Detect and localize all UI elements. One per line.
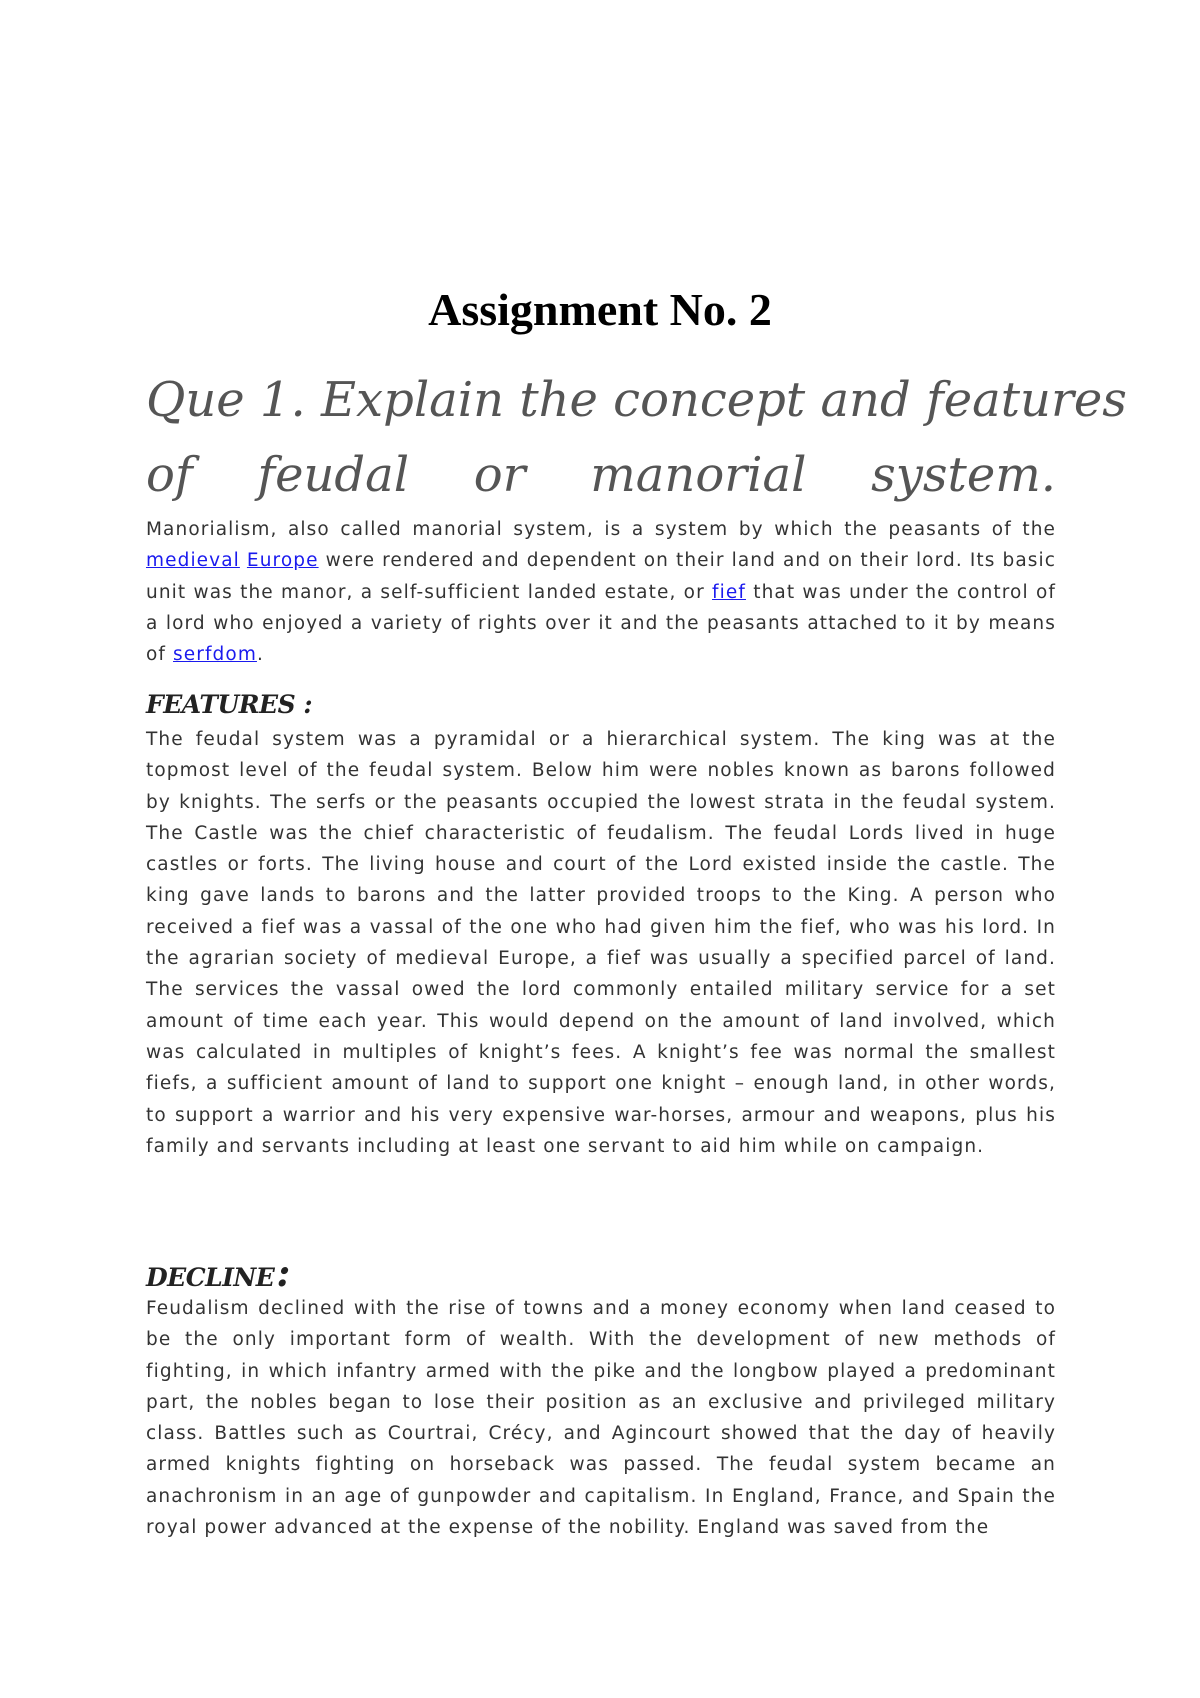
- decline-heading-text: DECLINE: [146, 1263, 275, 1292]
- link-fief[interactable]: fief: [712, 581, 746, 603]
- intro-text: were rendered and dependent on their land and on their lord. Its basic unit was the manor, a self-sufficient landed estate, or: [146, 550, 1056, 603]
- question-word: feudal: [257, 447, 410, 503]
- question-word: of: [146, 447, 193, 503]
- intro-text: Manorialism, also called manorial system, is a system by which the peasants of the: [146, 519, 1056, 540]
- decline-paragraph: Feudalism declined with the rise of towns and a money economy when land ceased to be the only important form of wealth. With the development of new methods of fighting, in which infantry armed with the pike and the longbow played a predominant part, the nobles began to lose their position as an exclusive and privileged military class. Battles such as Courtrai, Crécy, and Agincourt showed that the day of heavily armed knights fighting on horseback was passed. The feudal system became an anachronism in an age of gunpowder and capitalism. In England, France, and Spain the royal power advanced at the expense of the nobility. England was saved from the: [146, 1298, 1056, 1539]
- decline-heading-colon: :: [276, 1250, 290, 1295]
- link-europe[interactable]: Europe: [246, 550, 319, 572]
- intro-paragraph: [146, 514, 1056, 670]
- features-paragraph: The feudal system was a pyramidal or a hierarchical system. The king was at the topmost level of the feudal system. Below him were nobles known as barons followed by knights. The serfs or the peasants occupied the lowest strata in the feudal system. The Castle was the chief characteristic of feudalism. The feudal Lords lived in huge castles or forts. The living house and court of the Lord existed inside the castle. The king gave lands to barons and the latter provided troops to the King. A person who received a fief was a vassal of the one who had given him the fief, who was his lord. In the agrarian society of medieval Europe, a fief was usually a specified parcel of land. The services the vassal owed the lord commonly entailed military service for a set amount of time each year. This would depend on the amount of land involved, which was calculated in multiples of knight’s fees. A knight’s fee was normal the smallest fiefs, a sufficient amount of land to support one knight – enough land, in other words, to support a warrior and his very expensive war-horses, armour and weapons, plus his family and servants including at least one servant to aid him while on campaign.: [146, 729, 1056, 1157]
- question-word: manorial: [590, 447, 807, 503]
- link-serfdom[interactable]: serfdom: [173, 644, 257, 666]
- decline-heading: [146, 1250, 290, 1295]
- question-line-2: [146, 447, 1056, 503]
- question-word: or: [473, 447, 526, 503]
- question-word: system.: [871, 447, 1056, 503]
- features-heading: FEATURES :: [146, 690, 313, 719]
- question-line-1: Que 1. Explain the concept and features: [146, 372, 1127, 428]
- intro-text: that was under the control of a lord who enjoyed a variety of rights over it and the peasants attached to it by means of: [146, 581, 1056, 666]
- document-title: Assignment No. 2: [428, 284, 772, 335]
- intro-text: [240, 550, 247, 571]
- intro-text: .: [256, 644, 264, 666]
- link-medieval[interactable]: medieval: [146, 550, 240, 572]
